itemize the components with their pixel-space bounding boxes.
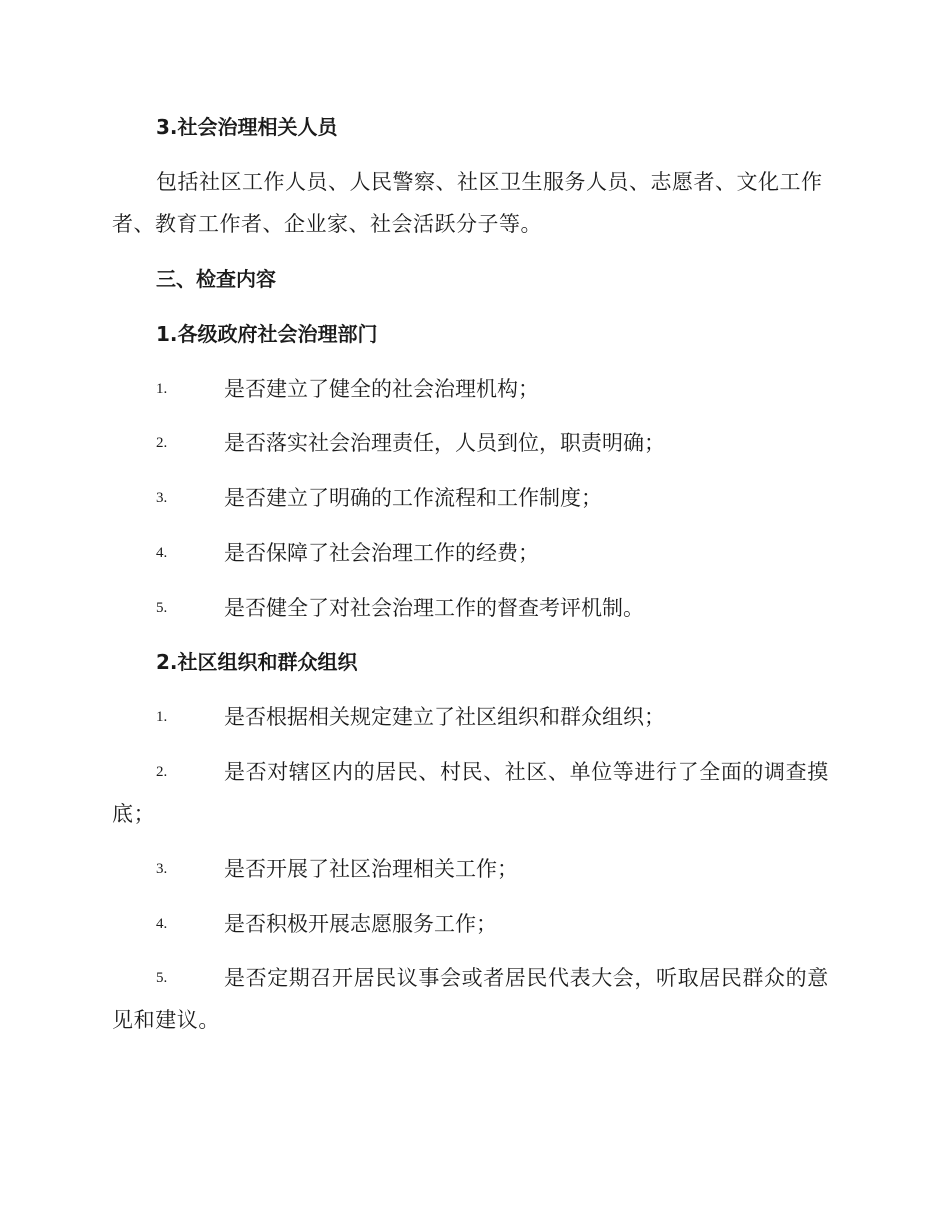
- list-item: [112, 903, 838, 945]
- list-number: 3.: [156, 861, 168, 877]
- list-text: 是否保障了社会治理工作的经费；: [224, 541, 539, 565]
- subsection-heading-government: 1.各级政府社会治理部门: [156, 322, 378, 346]
- list-number: 2.: [156, 764, 168, 780]
- list-item: [112, 696, 838, 738]
- section-heading-personnel: 3.社会治理相关人员: [156, 115, 338, 139]
- list-number: 4.: [156, 545, 168, 561]
- list-item: [112, 848, 838, 890]
- list-text: 是否建立了明确的工作流程和工作制度；: [224, 486, 602, 510]
- list-item: [112, 751, 838, 835]
- list-number: 5.: [156, 600, 168, 616]
- list-number: 3.: [156, 490, 168, 506]
- list-item: [112, 587, 838, 629]
- list-item: [112, 477, 838, 519]
- list-text: 是否定期召开居民议事会或者居民代表大会，听取居民群众的意见和建议。: [112, 966, 829, 1032]
- list-text: 是否建立了健全的社会治理机构；: [224, 377, 539, 401]
- list-text: 是否根据相关规定建立了社区组织和群众组织；: [224, 705, 665, 729]
- list-number: 2.: [156, 435, 168, 451]
- section-heading-inspection: 三、检查内容: [156, 267, 276, 291]
- list-text: 是否落实社会治理责任，人员到位，职责明确；: [224, 431, 665, 455]
- list-text: 是否积极开展志愿服务工作；: [224, 912, 497, 936]
- list-number: 5.: [156, 970, 168, 986]
- list-item: [112, 957, 838, 1041]
- list-item: [112, 422, 838, 464]
- list-item: [112, 368, 838, 410]
- list-text: 是否开展了社区治理相关工作；: [224, 857, 518, 881]
- list-number: 4.: [156, 916, 168, 932]
- list-number: 1.: [156, 381, 168, 397]
- list-text: 是否对辖区内的居民、村民、社区、单位等进行了全面的调查摸底；: [112, 760, 829, 826]
- list-text: 是否健全了对社会治理工作的督查考评机制。: [224, 596, 644, 620]
- personnel-paragraph: 包括社区工作人员、人民警察、社区卫生服务人员、志愿者、文化工作者、教育工作者、企业家、社会活跃分子等。: [112, 170, 823, 236]
- subsection-heading-community: 2.社区组织和群众组织: [156, 650, 358, 674]
- list-item: [112, 532, 838, 574]
- list-number: 1.: [156, 709, 168, 725]
